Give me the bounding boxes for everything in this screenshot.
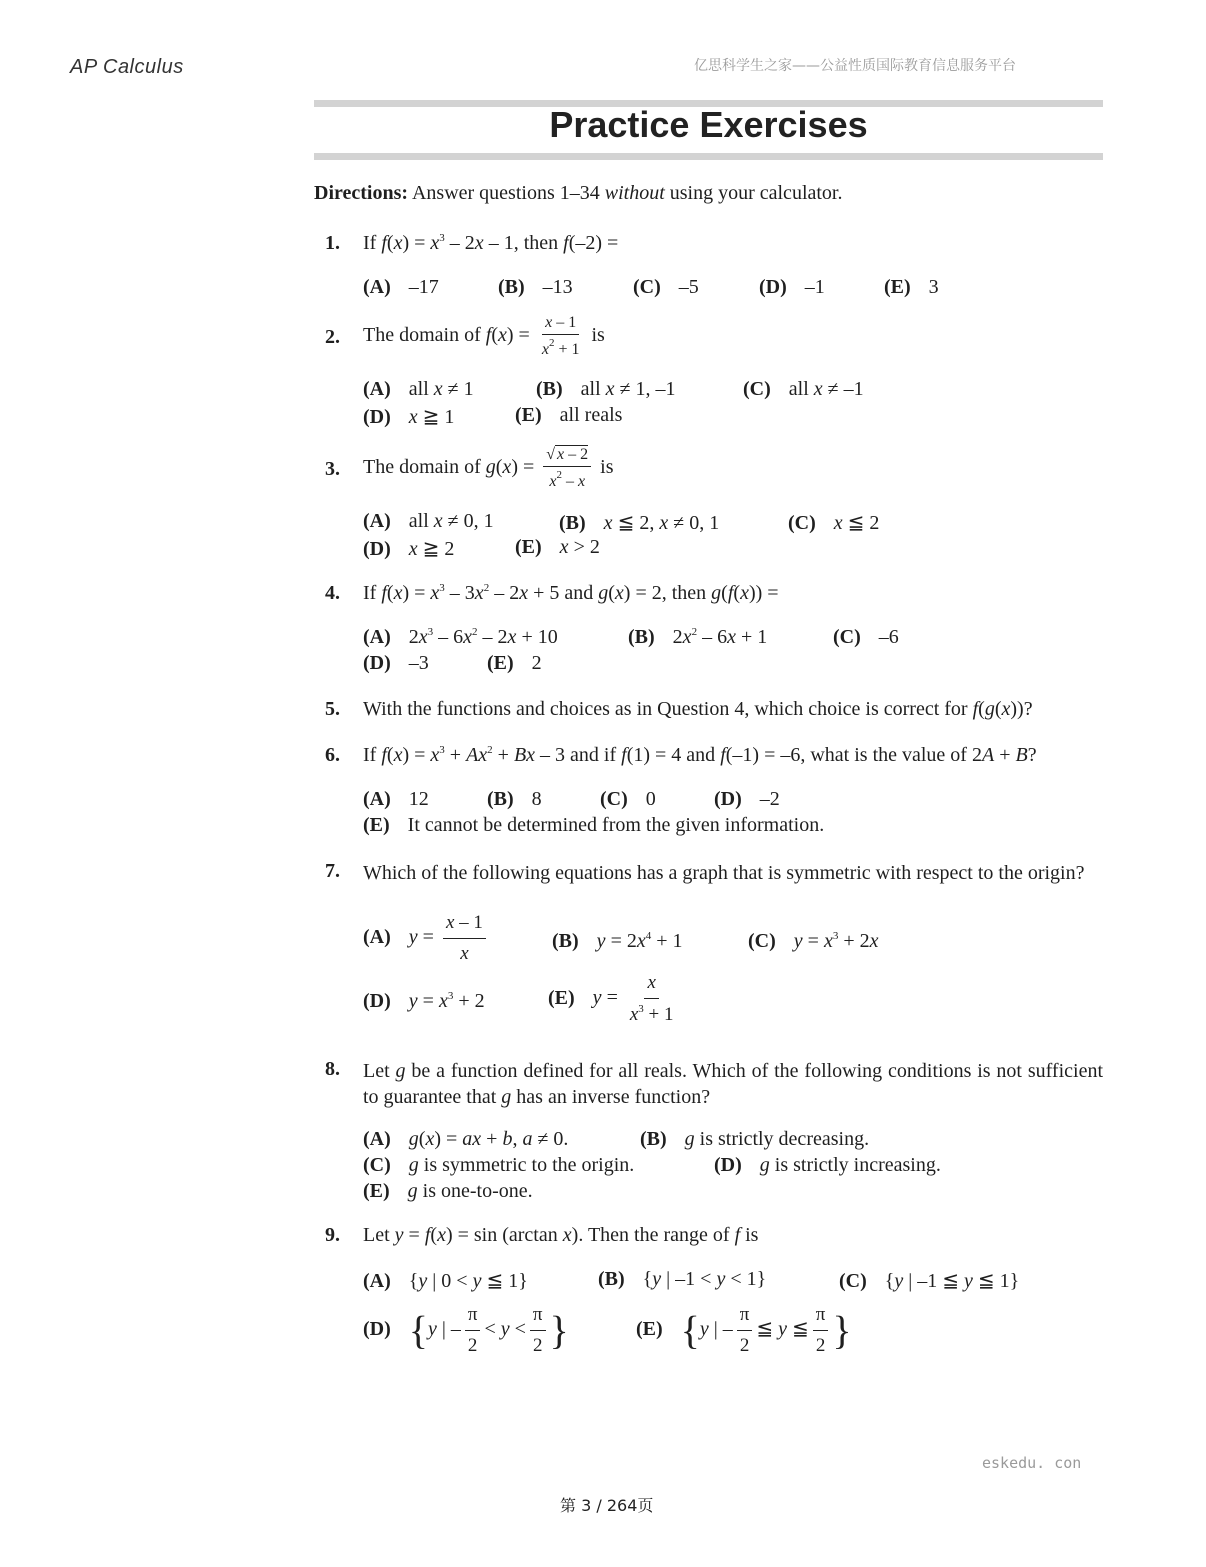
- q9-choice-e[interactable]: (E) {y | – $\frac{\pi}{2}$ ≦ y ≦ $\frac{\pi}{2}$ }: [636, 1304, 852, 1356]
- page-number: 第 3 / 264页: [560, 1496, 654, 1515]
- q3-choice-c[interactable]: (C) x ≦ 2: [788, 512, 880, 534]
- q7-choice-e[interactable]: (E) y = $\frac{x}{x^3 + 1}$: [548, 972, 674, 1025]
- q6-choice-e[interactable]: (E) It cannot be determined from the given information.: [363, 814, 825, 836]
- title-bottom-rule: [314, 153, 1103, 160]
- q2-choice-c[interactable]: (C) all x ≠ –1: [743, 378, 864, 400]
- q2-choice-d[interactable]: (D) x ≧ 1: [363, 406, 455, 428]
- question-5-text: With the functions and choices as in Question 4, which choice is correct for f(g(x))?: [363, 698, 1033, 720]
- q8-choice-a[interactable]: (A) g(x) = ax + b, a ≠ 0.: [363, 1128, 569, 1150]
- directions-emph: without: [604, 182, 665, 204]
- directions-label: Directions:: [314, 182, 409, 204]
- question-2-text: The domain of f(x) = $\frac{x - 1}{x^2 + 1}$ is: [363, 314, 605, 358]
- q9-choice-c[interactable]: (C) {y | –1 ≦ y ≦ 1}: [839, 1270, 1020, 1292]
- q9-choice-a[interactable]: (A) {y | 0 < y ≦ 1}: [363, 1270, 528, 1292]
- q8-choice-b[interactable]: (B) g is strictly decreasing.: [640, 1128, 870, 1150]
- question-number: 7.: [325, 860, 340, 882]
- q9-choice-b[interactable]: (B) {y | –1 < y < 1}: [598, 1268, 767, 1290]
- q1-choice-b[interactable]: (B) –13: [498, 276, 573, 298]
- q7-choice-b[interactable]: (B) $y = 2x^4 + 1$: [552, 930, 683, 952]
- q7-choice-d[interactable]: (D) $y = x^3 + 2$: [363, 990, 485, 1012]
- q4-choice-d[interactable]: (D) –3: [363, 652, 429, 674]
- q7-choice-c[interactable]: (C) $y = x^3 + 2x$: [748, 930, 879, 952]
- q1-choice-a[interactable]: (A) –17: [363, 276, 439, 298]
- question-number: 2.: [325, 326, 340, 348]
- q2-choice-b[interactable]: (B) all x ≠ 1, –1: [536, 378, 676, 400]
- q2-choice-e[interactable]: (E) all reals: [515, 404, 623, 426]
- directions-pre: Answer questions 1–34: [411, 182, 600, 204]
- q8-choice-d[interactable]: (D) g is strictly increasing.: [714, 1154, 941, 1176]
- question-number: 8.: [325, 1058, 340, 1080]
- footer-site: eskedu. con: [982, 1454, 1082, 1472]
- header-course-title: AP Calculus: [70, 56, 184, 78]
- question-number: 5.: [325, 698, 340, 720]
- q6-choice-c[interactable]: (C) 0: [600, 788, 656, 810]
- q4-choice-e[interactable]: (E) 2: [487, 652, 542, 674]
- question-9-text: Let y = f(x) = sin (arctan x). Then the range of f is: [363, 1224, 759, 1246]
- q6-choice-a[interactable]: (A) 12: [363, 788, 429, 810]
- q3-choice-d[interactable]: (D) x ≧ 2: [363, 538, 455, 560]
- directions-post: using your calculator.: [669, 182, 843, 204]
- question-6-text: If $f(x) = x^3 + Ax^2 + Bx - 3$ and if f(1) = 4 and f(–1) = –6, what is the value of 2A + B?: [363, 744, 1037, 766]
- q4-choice-a[interactable]: (A) $2x^3 - 6x^2 - 2x + 10$: [363, 626, 558, 648]
- q7-choice-a[interactable]: (A) y = $\frac{x - 1}{x}$: [363, 912, 490, 965]
- question-number: 4.: [325, 582, 340, 604]
- q4-choice-c[interactable]: (C) –6: [833, 626, 899, 648]
- q4-choice-b[interactable]: (B) $2x^2 - 6x + 1$: [628, 626, 768, 648]
- q6-choice-d[interactable]: (D) –2: [714, 788, 780, 810]
- q1-choice-e[interactable]: (E) 3: [884, 276, 939, 298]
- question-3-text: The domain of g(x) = $\frac{√ x - 2}{x^2 - x}$ is: [363, 446, 614, 490]
- page-title: Practice Exercises: [549, 104, 868, 145]
- q3-choice-e[interactable]: (E) x > 2: [515, 536, 600, 558]
- q3-choice-b[interactable]: (B) x ≦ 2, x ≠ 0, 1: [559, 512, 720, 534]
- q3-choice-a[interactable]: (A) all x ≠ 0, 1: [363, 510, 494, 532]
- question-number: 1.: [325, 232, 340, 254]
- question-8-text: Let g be a function defined for all reals. Which of the following conditions is not sufficient to guarantee that g has an inverse function?: [363, 1060, 1103, 1108]
- q6-choice-b[interactable]: (B) 8: [487, 788, 542, 810]
- question-number: 6.: [325, 744, 340, 766]
- question-number: 9.: [325, 1224, 340, 1246]
- q1-choice-d[interactable]: (D) –1: [759, 276, 825, 298]
- q9-choice-d[interactable]: (D) {y | – $\frac{\pi}{2}$ < y < $\frac{\pi}{2}$ }: [363, 1304, 569, 1356]
- question-4-text: If $f(x) = x^3 - 3x^2 - 2x + 5$ and g(x) = 2, then g(f(x)) =: [363, 582, 779, 604]
- q8-choice-e[interactable]: (E) g is one-to-one.: [363, 1180, 533, 1202]
- question-1-text: If $f(x) = x^3 - 2x - 1$, then f(–2) =: [363, 232, 619, 254]
- q2-choice-a[interactable]: (A) all x ≠ 1: [363, 378, 474, 400]
- header-site-banner: 亿思科学生之家——公益性质国际教育信息服务平台: [694, 58, 1016, 74]
- question-number: 3.: [325, 458, 340, 480]
- q8-choice-c[interactable]: (C) g is symmetric to the origin.: [363, 1154, 635, 1176]
- question-7-text: Which of the following equations has a graph that is symmetric with respect to the origin?: [363, 862, 1085, 884]
- directions: [314, 182, 842, 205]
- q1-choice-c[interactable]: (C) –5: [633, 276, 699, 298]
